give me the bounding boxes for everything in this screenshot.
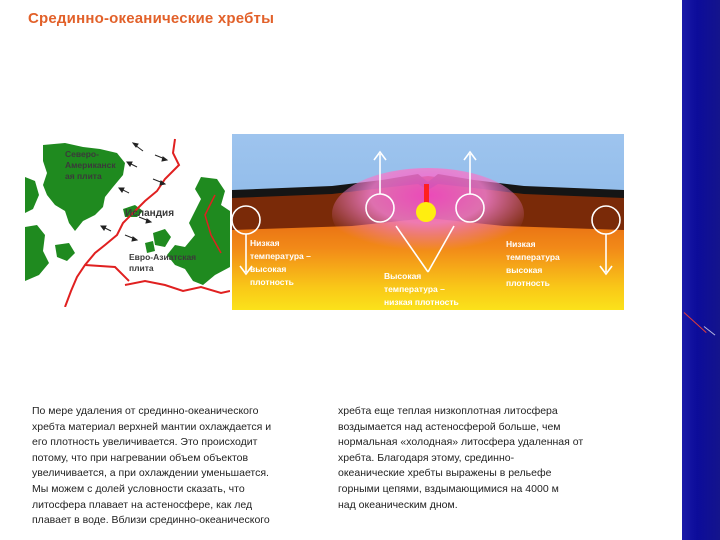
body-text-right-column bbox=[338, 404, 638, 513]
convection-diagram bbox=[232, 134, 624, 310]
text-line: плавает в воде. Вблизи срединно-океанического bbox=[32, 514, 270, 527]
body-text-left-column bbox=[32, 404, 327, 529]
north-america-plate-label: Северо- Американск ая плита bbox=[65, 149, 116, 181]
hot-light-label-center: Высокая температура – низкая плотность bbox=[384, 271, 459, 307]
cold-dense-label-left: Низкая температура – высокая плотность bbox=[250, 238, 311, 287]
magma-chamber bbox=[416, 202, 436, 222]
eurasian-plate-label: Евро-Азиатская плита bbox=[129, 252, 197, 273]
british-isles bbox=[153, 229, 171, 247]
land-fragment bbox=[25, 225, 49, 281]
map-graphic bbox=[25, 135, 230, 307]
text-line: нормальная «холодная» литосфера удаленная от bbox=[338, 436, 584, 449]
text-line: увеличивается, а при охлаждении уменьшается. bbox=[32, 467, 269, 480]
text-line: По мере удаления от срединно-океанического bbox=[32, 405, 259, 417]
land-fragment bbox=[55, 243, 75, 261]
text-line: хребта. Благодаря этому, срединно- bbox=[338, 451, 515, 464]
decorative-side-band bbox=[682, 0, 720, 540]
ridge-map bbox=[25, 135, 230, 307]
text-line: горными цепями, вздымающимися на 4000 м bbox=[338, 482, 559, 495]
cold-dense-label-right: Низкая температура высокая плотность bbox=[506, 239, 560, 288]
text-line: Мы можем с долей условности сказать, что bbox=[32, 482, 245, 495]
slide-title: Срединно-океанические хребты bbox=[28, 10, 275, 27]
text-line: океанические хребты выражены в рельефе bbox=[338, 467, 552, 480]
text-line: потому, что при нагревании объем объектов bbox=[32, 451, 249, 464]
iceland-label: Исландия bbox=[125, 208, 175, 219]
text-line: хребта материал верхней мантии охлаждается и bbox=[32, 420, 272, 433]
plate-boundary-line bbox=[85, 265, 129, 281]
text-line: литосфера плавает на астеносфере, как лед bbox=[32, 498, 253, 511]
land-fragment bbox=[25, 177, 39, 213]
text-line: воздымается над астеносферой больше, чем bbox=[338, 420, 561, 433]
text-line: его плотность увеличивается. Это происходит bbox=[32, 436, 258, 449]
text-line: хребта еще теплая низкоплотная литосфера bbox=[338, 405, 558, 417]
text-line: над океаническим дном. bbox=[338, 498, 458, 511]
plate-boundary-line bbox=[125, 281, 230, 293]
